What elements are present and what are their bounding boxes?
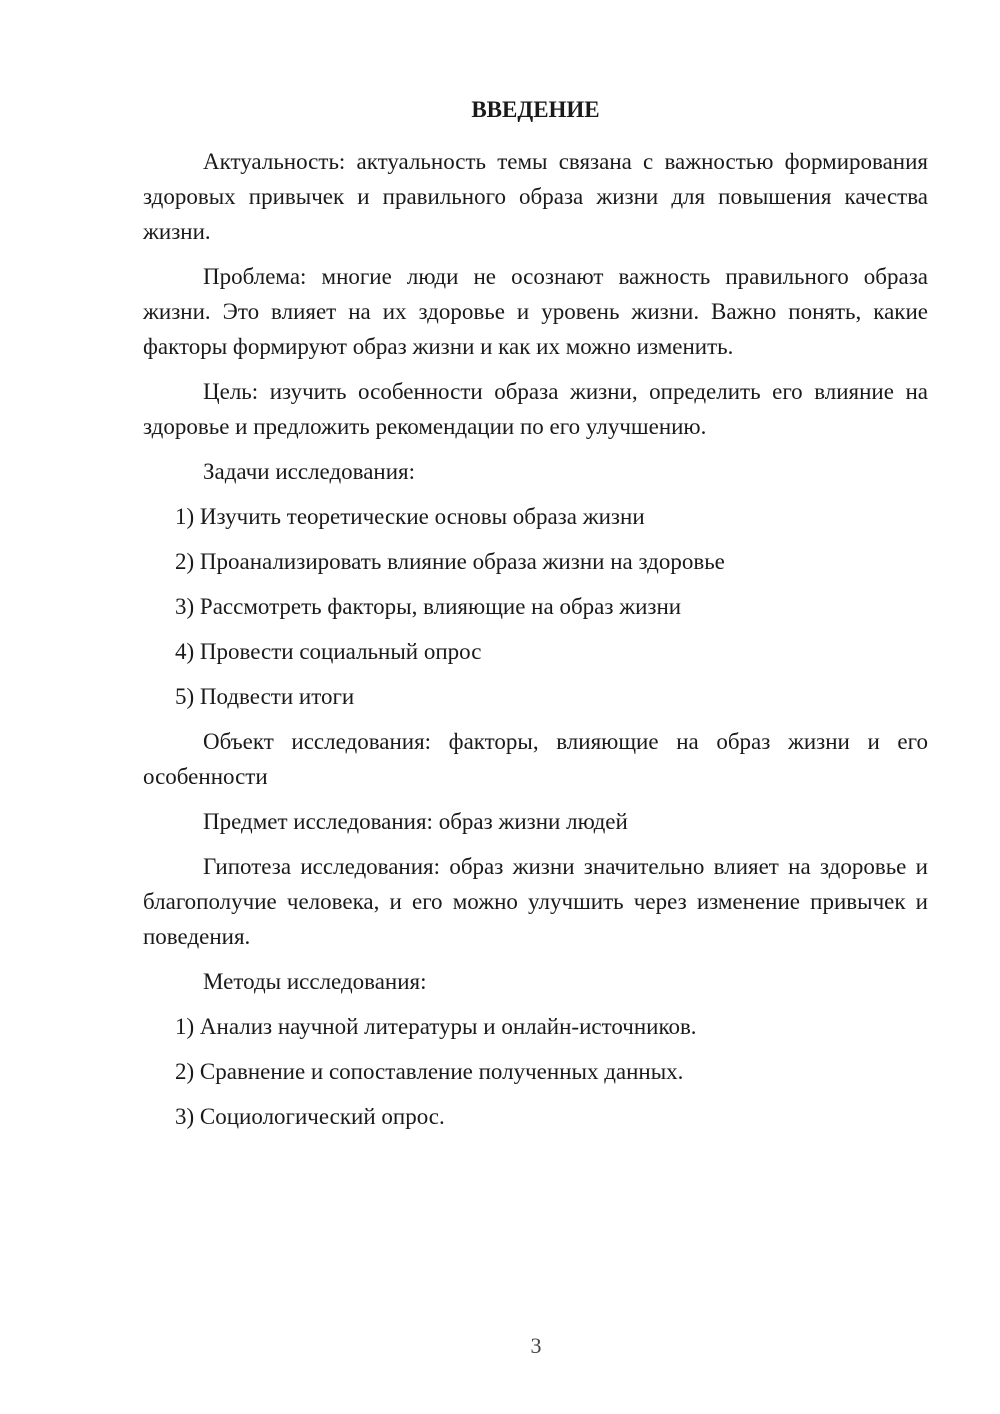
list-item: 2) Сравнение и сопоставление полученных данных.: [175, 1059, 684, 1084]
object-paragraph: Объект исследования: факторы, влияющие на образ жизни и его особенности: [143, 729, 928, 789]
list-item: 5) Подвести итоги: [175, 684, 355, 709]
problem-paragraph: Проблема: многие люди не осознают важность правильного образа жизни. Это влияет на их здоровье и уровень жизни. Важно понять, какие факторы формируют образ жизни и как их можно изменить.: [143, 264, 928, 359]
section-title: ВВЕДЕНИЕ: [471, 97, 600, 122]
list-item: 3) Социологический опрос.: [175, 1104, 445, 1129]
list-item: 3) Рассмотреть факторы, влияющие на образ жизни: [175, 594, 682, 619]
list-item: 1) Изучить теоретические основы образа жизни: [175, 504, 645, 529]
list-item: 4) Провести социальный опрос: [175, 639, 482, 664]
methods-heading: Методы исследования:: [203, 969, 427, 994]
list-item: 2) Проанализировать влияние образа жизни на здоровье: [175, 549, 725, 574]
page-number: 3: [530, 1333, 542, 1358]
tasks-list: [143, 499, 928, 714]
goal-paragraph: Цель: изучить особенности образа жизни, определить его влияние на здоровье и предложить рекомендации по его улучшению.: [143, 379, 928, 439]
methods-list: [143, 1009, 928, 1134]
relevance-paragraph: Актуальность: актуальность темы связана с важностью формирования здоровых привычек и правильного образа жизни для повышения качества жизни.: [143, 149, 928, 244]
subject-paragraph: Предмет исследования: образ жизни людей: [203, 809, 628, 834]
list-item: 1) Анализ научной литературы и онлайн-источников.: [175, 1014, 697, 1039]
page-content: [143, 94, 928, 1144]
tasks-heading: Задачи исследования:: [203, 459, 416, 484]
hypothesis-paragraph: Гипотеза исследования: образ жизни значительно влияет на здоровье и благополучие человека, и его можно улучшить через изменение привычек и поведения.: [143, 854, 928, 949]
